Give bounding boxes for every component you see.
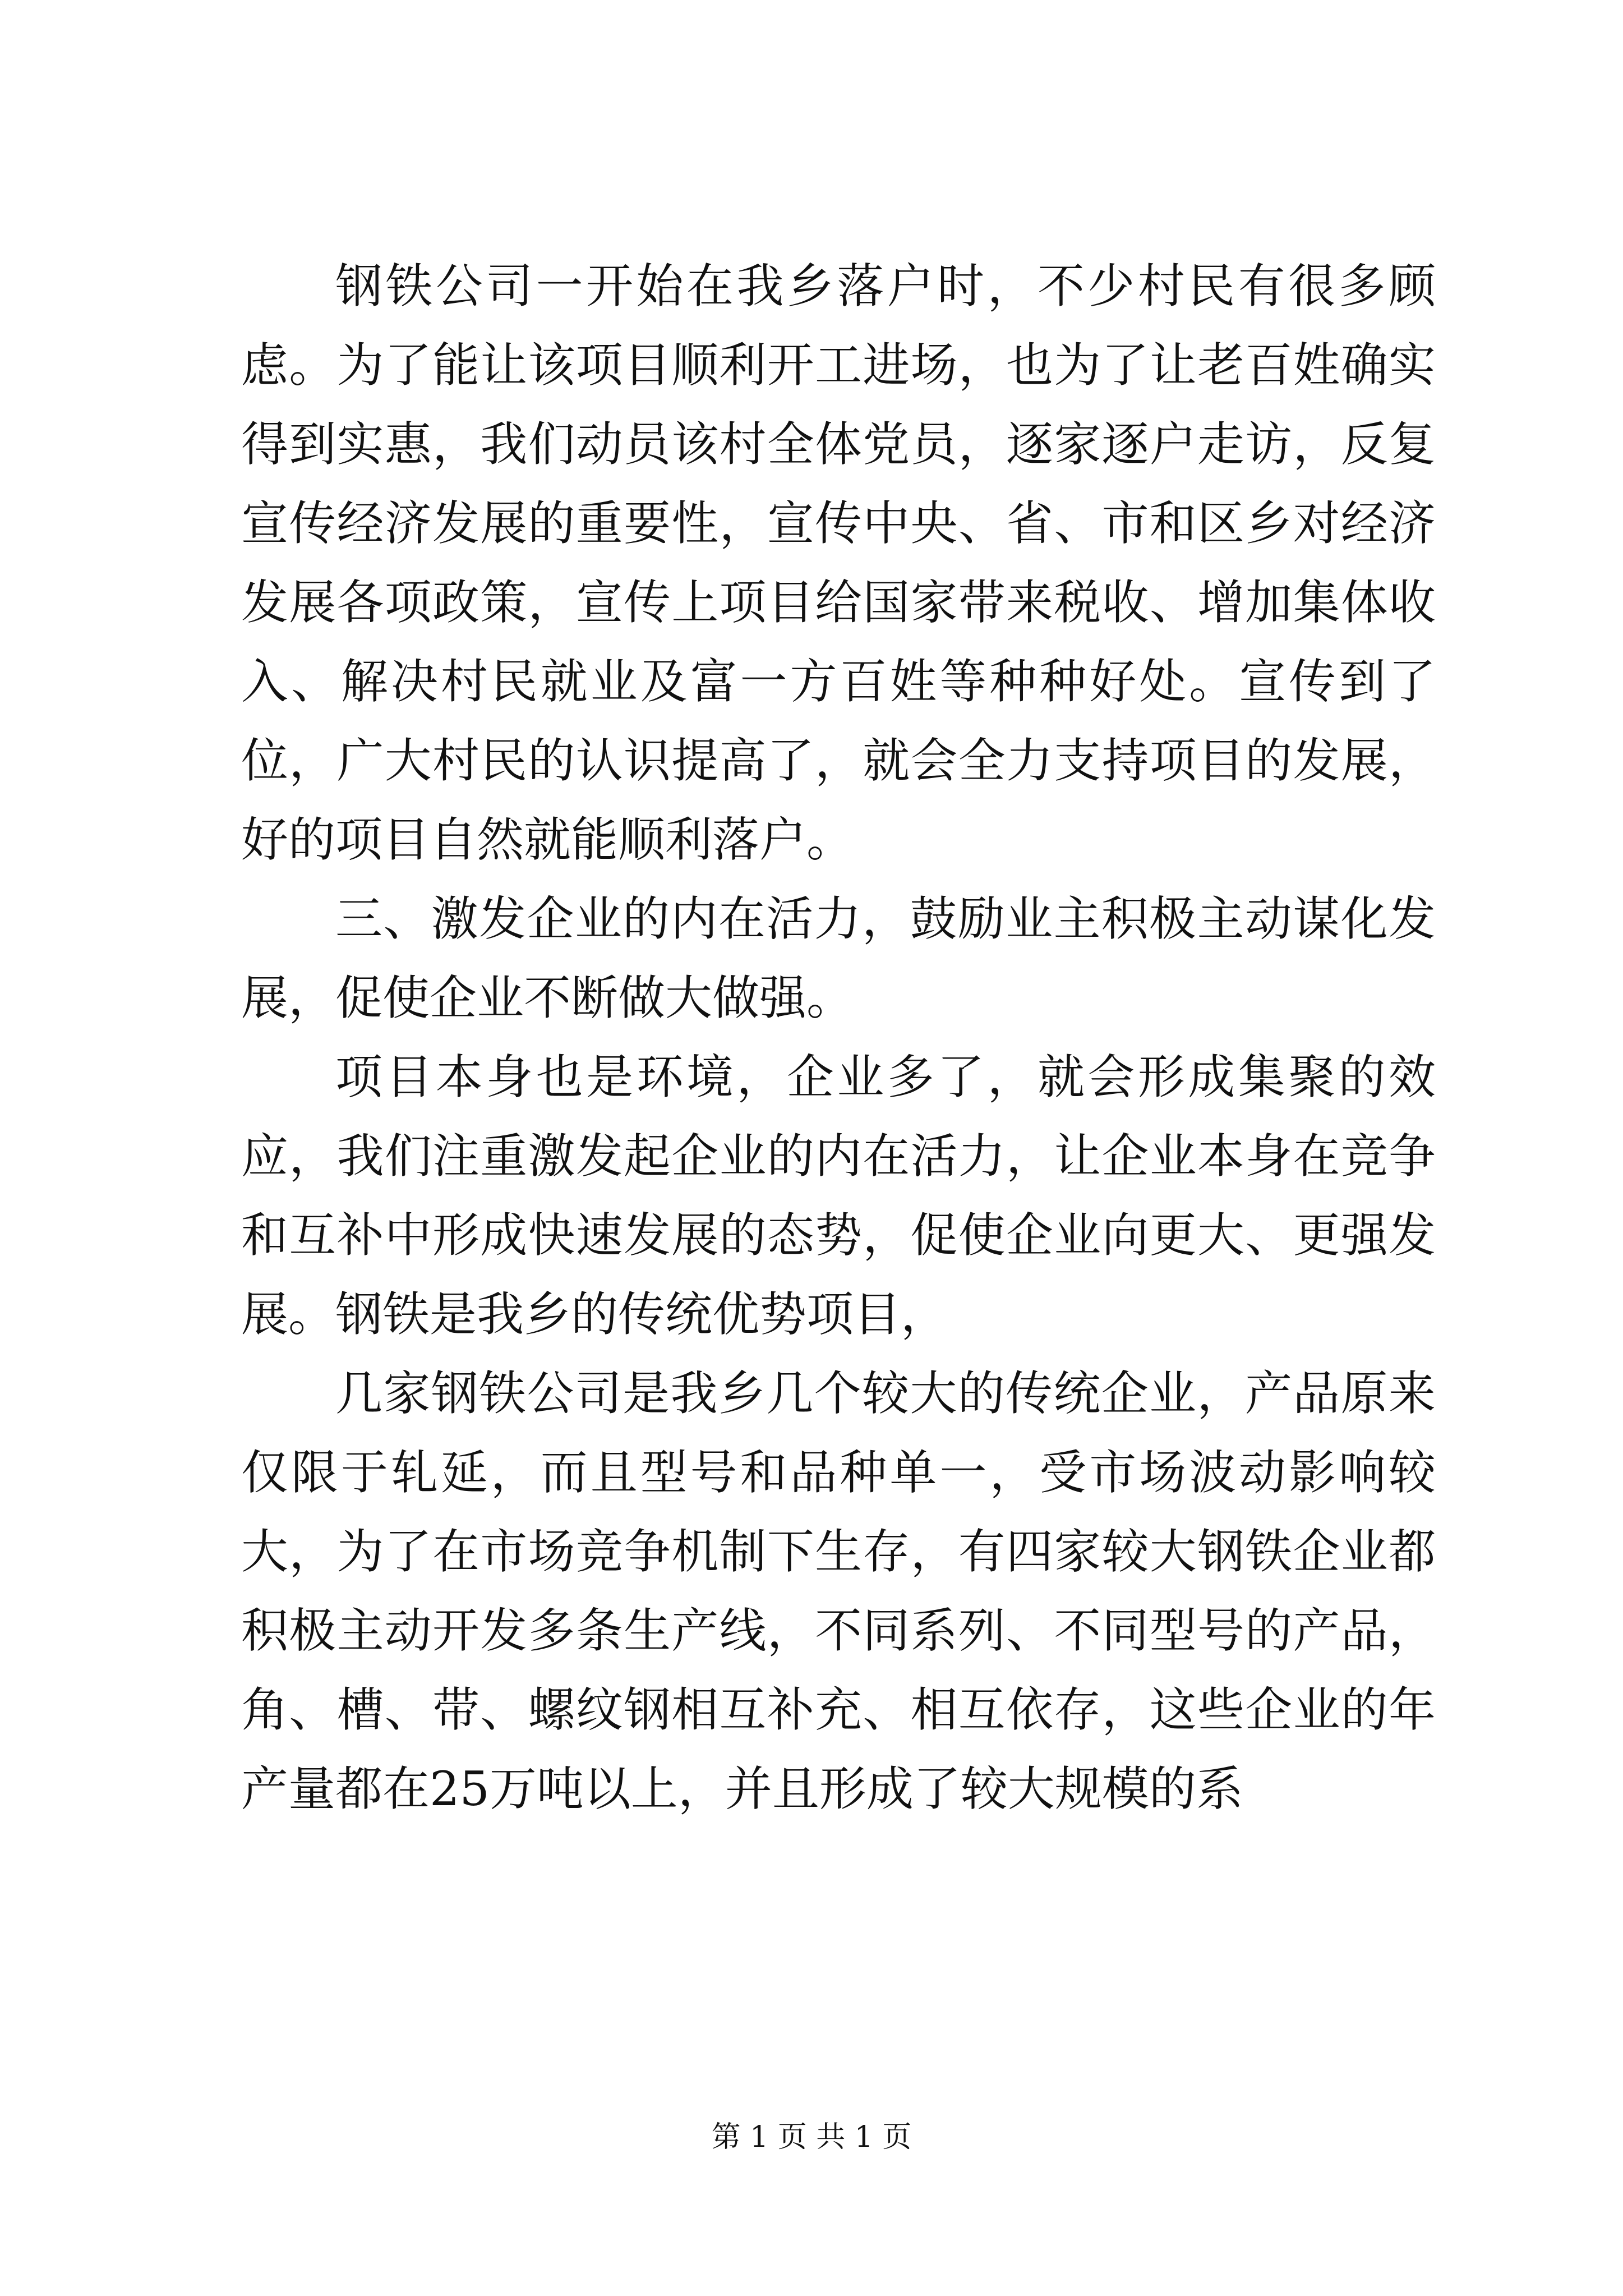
paragraph-4: 几家钢铁公司是我乡几个较大的传统企业，产品原来仅限于轧延，而且型号和品种单一，受市场波动影响较大，为了在市场竞争机制下生存，有四家较大钢铁企业都积极主动开发多条生产线，不同系列、不同型号的产品，角、槽、带、螺纹钢相互补充、相互依存，这些企业的年产量都在25万吨以上，并且形成了较大规模的系 [241, 1366, 1436, 1816]
document-body [241, 247, 1436, 1829]
page-footer: 第 1 页 共 1 页 [711, 2120, 912, 2154]
paragraph-1: 钢铁公司一开始在我乡落户时，不少村民有很多顾虑。为了能让该项目顺利开工进场，也为了让老百姓确实得到实惠，我们动员该村全体党员，逐家逐户走访，反复宣传经济发展的重要性，宣传中央、省、市和区乡对经济发展各项政策，宣传上项目给国家带来税收、增加集体收入、解决村民就业及富一方百姓等种种好处。宣传到了位，广大村民的认识提高了，就会全力支持项目的发展，好的项目自然就能顺利落户。 [241, 259, 1436, 867]
paragraph-2: 三、激发企业的内在活力，鼓励业主积极主动谋化发展，促使企业不断做大做强。 [241, 891, 1436, 1025]
paragraph-3: 项目本身也是环境，企业多了，就会形成集聚的效应，我们注重激发起企业的内在活力，让企业本身在竞争和互补中形成快速发展的态势，促使企业向更大、更强发展。钢铁是我乡的传统优势项目， [241, 1050, 1436, 1342]
